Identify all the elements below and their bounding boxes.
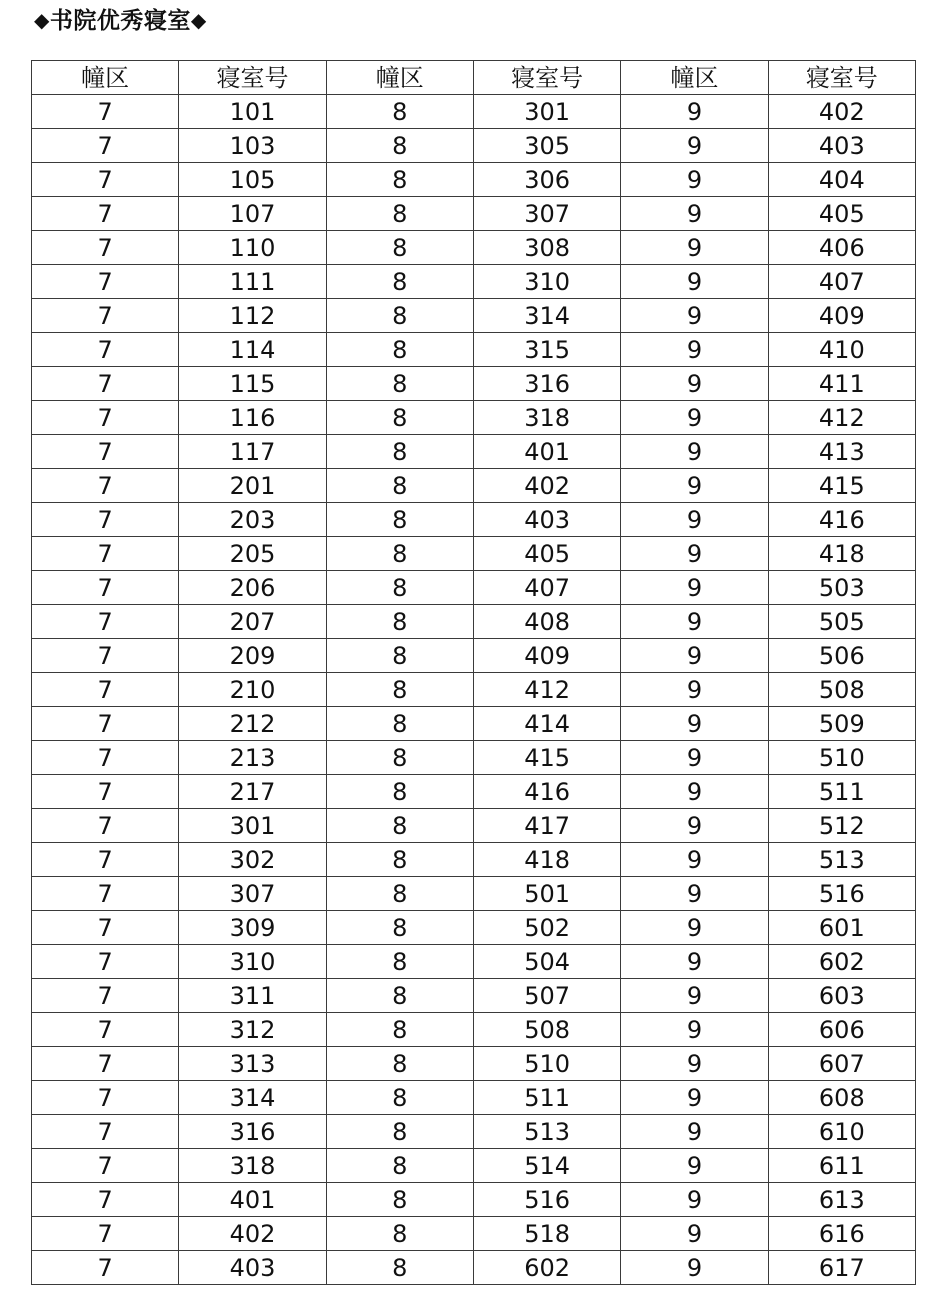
building-cell: 8 <box>326 367 473 401</box>
room-number-cell: 210 <box>179 673 326 707</box>
room-number-cell: 415 <box>473 741 620 775</box>
building-cell: 8 <box>326 741 473 775</box>
room-number-cell: 301 <box>179 809 326 843</box>
room-number-cell: 207 <box>179 605 326 639</box>
room-number-cell: 508 <box>473 1013 620 1047</box>
building-cell: 9 <box>621 605 768 639</box>
room-number-cell: 509 <box>768 707 915 741</box>
building-cell: 8 <box>326 673 473 707</box>
room-number-cell: 107 <box>179 197 326 231</box>
room-number-cell: 513 <box>768 843 915 877</box>
building-cell: 9 <box>621 843 768 877</box>
building-cell: 8 <box>326 979 473 1013</box>
table-row <box>32 163 916 197</box>
building-cell: 7 <box>32 469 179 503</box>
room-number-cell: 416 <box>768 503 915 537</box>
building-cell: 8 <box>326 1115 473 1149</box>
building-cell: 9 <box>621 265 768 299</box>
room-number-cell: 518 <box>473 1217 620 1251</box>
building-cell: 8 <box>326 1251 473 1285</box>
building-cell: 7 <box>32 1013 179 1047</box>
table-row <box>32 1217 916 1251</box>
building-cell: 9 <box>621 1047 768 1081</box>
building-cell: 7 <box>32 231 179 265</box>
building-cell: 9 <box>621 333 768 367</box>
room-number-cell: 314 <box>473 299 620 333</box>
building-cell: 9 <box>621 945 768 979</box>
table-row <box>32 979 916 1013</box>
page-title <box>34 2 207 38</box>
building-cell: 9 <box>621 673 768 707</box>
room-number-cell: 610 <box>768 1115 915 1149</box>
building-cell: 8 <box>326 299 473 333</box>
building-cell: 7 <box>32 1081 179 1115</box>
room-number-cell: 508 <box>768 673 915 707</box>
room-number-cell: 516 <box>473 1183 620 1217</box>
room-number-cell: 114 <box>179 333 326 367</box>
room-number-cell: 206 <box>179 571 326 605</box>
room-number-cell: 105 <box>179 163 326 197</box>
building-cell: 9 <box>621 435 768 469</box>
room-number-cell: 607 <box>768 1047 915 1081</box>
table-row <box>32 333 916 367</box>
building-cell: 9 <box>621 197 768 231</box>
building-cell: 7 <box>32 979 179 1013</box>
table-row <box>32 1251 916 1285</box>
room-number-cell: 402 <box>179 1217 326 1251</box>
room-number-cell: 112 <box>179 299 326 333</box>
room-number-cell: 305 <box>473 129 620 163</box>
room-number-cell: 510 <box>768 741 915 775</box>
room-number-cell: 316 <box>473 367 620 401</box>
table-row <box>32 299 916 333</box>
room-number-cell: 613 <box>768 1183 915 1217</box>
room-number-cell: 603 <box>768 979 915 1013</box>
room-number-cell: 413 <box>768 435 915 469</box>
building-cell: 8 <box>326 503 473 537</box>
room-number-cell: 402 <box>768 95 915 129</box>
building-cell: 9 <box>621 1115 768 1149</box>
room-number-cell: 402 <box>473 469 620 503</box>
table-row <box>32 911 916 945</box>
room-number-cell: 203 <box>179 503 326 537</box>
room-number-cell: 315 <box>473 333 620 367</box>
room-number-cell: 602 <box>768 945 915 979</box>
room-number-cell: 408 <box>473 605 620 639</box>
building-cell: 9 <box>621 1013 768 1047</box>
room-number-cell: 516 <box>768 877 915 911</box>
table-row <box>32 1013 916 1047</box>
room-number-cell: 302 <box>179 843 326 877</box>
room-number-cell: 506 <box>768 639 915 673</box>
table-row <box>32 1149 916 1183</box>
room-number-cell: 510 <box>473 1047 620 1081</box>
room-number-cell: 414 <box>473 707 620 741</box>
building-cell: 8 <box>326 809 473 843</box>
building-cell: 7 <box>32 163 179 197</box>
room-number-cell: 608 <box>768 1081 915 1115</box>
room-number-cell: 318 <box>473 401 620 435</box>
table-row <box>32 571 916 605</box>
room-number-cell: 403 <box>768 129 915 163</box>
building-cell: 7 <box>32 1047 179 1081</box>
room-number-cell: 410 <box>768 333 915 367</box>
building-cell: 7 <box>32 95 179 129</box>
room-number-cell: 115 <box>179 367 326 401</box>
building-cell: 7 <box>32 299 179 333</box>
room-number-cell: 409 <box>473 639 620 673</box>
room-number-cell: 601 <box>768 911 915 945</box>
building-cell: 8 <box>326 1047 473 1081</box>
room-number-cell: 407 <box>768 265 915 299</box>
room-number-cell: 116 <box>179 401 326 435</box>
room-number-cell: 312 <box>179 1013 326 1047</box>
table-row <box>32 503 916 537</box>
room-number-cell: 310 <box>473 265 620 299</box>
building-cell: 8 <box>326 1183 473 1217</box>
column-header-building: 幢区 <box>326 61 473 95</box>
room-number-cell: 209 <box>179 639 326 673</box>
building-cell: 8 <box>326 911 473 945</box>
building-cell: 9 <box>621 639 768 673</box>
building-cell: 8 <box>326 605 473 639</box>
room-number-cell: 415 <box>768 469 915 503</box>
room-number-cell: 406 <box>768 231 915 265</box>
building-cell: 9 <box>621 1183 768 1217</box>
table-row <box>32 843 916 877</box>
building-cell: 8 <box>326 469 473 503</box>
building-cell: 8 <box>326 435 473 469</box>
building-cell: 7 <box>32 775 179 809</box>
building-cell: 7 <box>32 1183 179 1217</box>
room-number-cell: 213 <box>179 741 326 775</box>
diamond-bullet-icon: ◆ <box>190 8 207 32</box>
building-cell: 7 <box>32 1149 179 1183</box>
building-cell: 8 <box>326 265 473 299</box>
room-number-cell: 418 <box>768 537 915 571</box>
building-cell: 9 <box>621 1251 768 1285</box>
dorm-table <box>31 60 916 1285</box>
table-row <box>32 1115 916 1149</box>
room-number-cell: 502 <box>473 911 620 945</box>
room-number-cell: 405 <box>473 537 620 571</box>
building-cell: 8 <box>326 1149 473 1183</box>
building-cell: 9 <box>621 469 768 503</box>
room-number-cell: 201 <box>179 469 326 503</box>
table-row <box>32 197 916 231</box>
room-number-cell: 616 <box>768 1217 915 1251</box>
room-number-cell: 511 <box>473 1081 620 1115</box>
table-row <box>32 673 916 707</box>
table-row <box>32 877 916 911</box>
room-number-cell: 501 <box>473 877 620 911</box>
building-cell: 9 <box>621 537 768 571</box>
room-number-cell: 513 <box>473 1115 620 1149</box>
room-number-cell: 412 <box>768 401 915 435</box>
building-cell: 8 <box>326 163 473 197</box>
building-cell: 9 <box>621 299 768 333</box>
table-body <box>32 95 916 1285</box>
table-row <box>32 809 916 843</box>
table-row <box>32 1183 916 1217</box>
building-cell: 9 <box>621 1217 768 1251</box>
column-header-building: 幢区 <box>621 61 768 95</box>
table-row <box>32 231 916 265</box>
building-cell: 8 <box>326 231 473 265</box>
room-number-cell: 503 <box>768 571 915 605</box>
room-number-cell: 507 <box>473 979 620 1013</box>
building-cell: 8 <box>326 95 473 129</box>
table-row <box>32 367 916 401</box>
room-number-cell: 309 <box>179 911 326 945</box>
room-number-cell: 217 <box>179 775 326 809</box>
room-number-cell: 314 <box>179 1081 326 1115</box>
building-cell: 8 <box>326 129 473 163</box>
building-cell: 7 <box>32 367 179 401</box>
room-number-cell: 514 <box>473 1149 620 1183</box>
building-cell: 7 <box>32 401 179 435</box>
room-number-cell: 111 <box>179 265 326 299</box>
room-number-cell: 103 <box>179 129 326 163</box>
building-cell: 7 <box>32 333 179 367</box>
room-number-cell: 316 <box>179 1115 326 1149</box>
building-cell: 8 <box>326 1013 473 1047</box>
building-cell: 9 <box>621 741 768 775</box>
building-cell: 9 <box>621 231 768 265</box>
room-number-cell: 310 <box>179 945 326 979</box>
building-cell: 8 <box>326 1217 473 1251</box>
table-row <box>32 605 916 639</box>
building-cell: 8 <box>326 333 473 367</box>
room-number-cell: 307 <box>473 197 620 231</box>
building-cell: 7 <box>32 741 179 775</box>
building-cell: 8 <box>326 877 473 911</box>
building-cell: 7 <box>32 129 179 163</box>
table-header-row <box>32 61 916 95</box>
building-cell: 9 <box>621 503 768 537</box>
table-row <box>32 469 916 503</box>
room-number-cell: 110 <box>179 231 326 265</box>
building-cell: 7 <box>32 435 179 469</box>
building-cell: 7 <box>32 843 179 877</box>
room-number-cell: 401 <box>473 435 620 469</box>
building-cell: 9 <box>621 809 768 843</box>
building-cell: 7 <box>32 503 179 537</box>
room-number-cell: 404 <box>768 163 915 197</box>
building-cell: 7 <box>32 197 179 231</box>
page-title-text: 书院优秀寝室 <box>49 8 191 34</box>
building-cell: 8 <box>326 639 473 673</box>
building-cell: 8 <box>326 571 473 605</box>
room-number-cell: 205 <box>179 537 326 571</box>
room-number-cell: 403 <box>179 1251 326 1285</box>
building-cell: 7 <box>32 1251 179 1285</box>
building-cell: 9 <box>621 367 768 401</box>
building-cell: 7 <box>32 707 179 741</box>
room-number-cell: 403 <box>473 503 620 537</box>
building-cell: 7 <box>32 809 179 843</box>
building-cell: 9 <box>621 401 768 435</box>
building-cell: 9 <box>621 775 768 809</box>
diamond-bullet-icon: ◆ <box>34 8 50 32</box>
room-number-cell: 117 <box>179 435 326 469</box>
building-cell: 9 <box>621 1081 768 1115</box>
column-header-building: 幢区 <box>32 61 179 95</box>
building-cell: 7 <box>32 537 179 571</box>
building-cell: 9 <box>621 1149 768 1183</box>
table-row <box>32 401 916 435</box>
room-number-cell: 409 <box>768 299 915 333</box>
room-number-cell: 417 <box>473 809 620 843</box>
building-cell: 8 <box>326 945 473 979</box>
building-cell: 8 <box>326 197 473 231</box>
room-number-cell: 416 <box>473 775 620 809</box>
room-number-cell: 512 <box>768 809 915 843</box>
room-number-cell: 407 <box>473 571 620 605</box>
table-row <box>32 95 916 129</box>
building-cell: 7 <box>32 605 179 639</box>
table-row <box>32 1047 916 1081</box>
room-number-cell: 505 <box>768 605 915 639</box>
room-number-cell: 411 <box>768 367 915 401</box>
building-cell: 7 <box>32 1115 179 1149</box>
room-number-cell: 212 <box>179 707 326 741</box>
building-cell: 9 <box>621 979 768 1013</box>
column-header-room: 寝室号 <box>179 61 326 95</box>
building-cell: 9 <box>621 571 768 605</box>
table-row <box>32 945 916 979</box>
table-row <box>32 707 916 741</box>
room-number-cell: 313 <box>179 1047 326 1081</box>
room-number-cell: 101 <box>179 95 326 129</box>
building-cell: 8 <box>326 775 473 809</box>
building-cell: 7 <box>32 911 179 945</box>
room-number-cell: 606 <box>768 1013 915 1047</box>
room-number-cell: 306 <box>473 163 620 197</box>
room-number-cell: 401 <box>179 1183 326 1217</box>
table-row <box>32 639 916 673</box>
building-cell: 8 <box>326 843 473 877</box>
table-row <box>32 1081 916 1115</box>
room-number-cell: 311 <box>179 979 326 1013</box>
room-number-cell: 405 <box>768 197 915 231</box>
building-cell: 8 <box>326 707 473 741</box>
building-cell: 8 <box>326 401 473 435</box>
table-row <box>32 775 916 809</box>
table-row <box>32 435 916 469</box>
building-cell: 7 <box>32 571 179 605</box>
room-number-cell: 611 <box>768 1149 915 1183</box>
building-cell: 9 <box>621 707 768 741</box>
room-number-cell: 418 <box>473 843 620 877</box>
building-cell: 7 <box>32 1217 179 1251</box>
building-cell: 9 <box>621 911 768 945</box>
room-number-cell: 318 <box>179 1149 326 1183</box>
table-row <box>32 741 916 775</box>
room-number-cell: 412 <box>473 673 620 707</box>
room-number-cell: 602 <box>473 1251 620 1285</box>
building-cell: 9 <box>621 163 768 197</box>
table-row <box>32 129 916 163</box>
room-number-cell: 504 <box>473 945 620 979</box>
building-cell: 9 <box>621 129 768 163</box>
building-cell: 9 <box>621 95 768 129</box>
column-header-room: 寝室号 <box>768 61 915 95</box>
building-cell: 8 <box>326 1081 473 1115</box>
building-cell: 7 <box>32 945 179 979</box>
table-row <box>32 537 916 571</box>
table-row <box>32 265 916 299</box>
room-number-cell: 301 <box>473 95 620 129</box>
building-cell: 7 <box>32 877 179 911</box>
column-header-room: 寝室号 <box>473 61 620 95</box>
room-number-cell: 511 <box>768 775 915 809</box>
building-cell: 9 <box>621 877 768 911</box>
building-cell: 8 <box>326 537 473 571</box>
building-cell: 7 <box>32 639 179 673</box>
building-cell: 7 <box>32 673 179 707</box>
building-cell: 7 <box>32 265 179 299</box>
room-number-cell: 308 <box>473 231 620 265</box>
room-number-cell: 307 <box>179 877 326 911</box>
room-number-cell: 617 <box>768 1251 915 1285</box>
